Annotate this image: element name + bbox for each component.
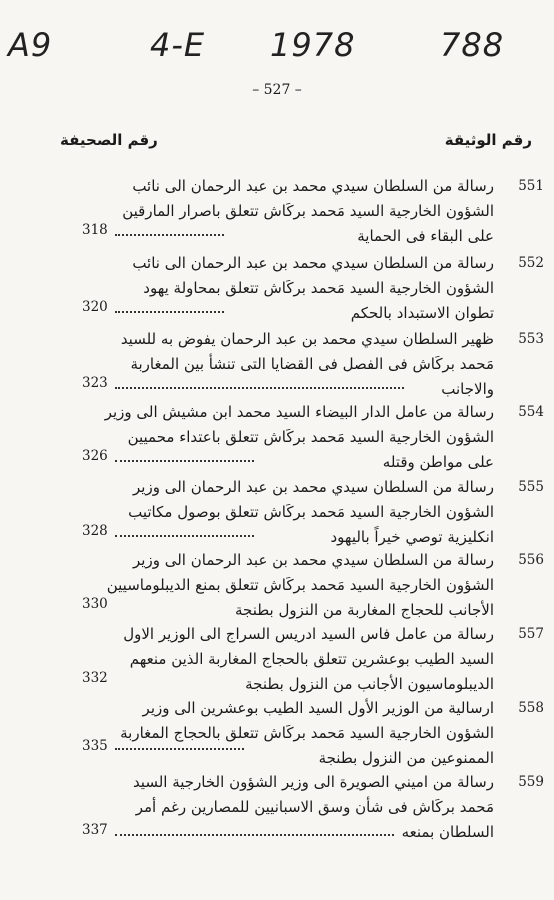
entry-line: رسالة من اميني الصويرة الى وزير الشؤون الخارجية السيد [132, 773, 494, 791]
entry-line: رسالة من عامل الدار البيضاء السيد محمد ابن مشيش الى وزير [104, 403, 494, 421]
column-header-document-number: رقم الوثيقة [444, 131, 532, 149]
document-number: 557 [518, 626, 544, 642]
page-reference: 330 [82, 596, 108, 612]
entry-line: الشؤون الخارجية السيد مَحمد بركَاش تتعلق بمنع الديبلوماسيين [106, 576, 494, 594]
entry-line: مَحمد بركَاش فى الفصل فى القضايا التى تنشأ بين المغاربة [130, 355, 494, 373]
document-number: 551 [518, 178, 544, 194]
entry-line: رسالة من عامل فاس السيد ادريس السراج الى الوزير الاول [123, 625, 494, 643]
handwritten-annotation-1: A9 [8, 26, 53, 64]
entry-line: رسالة من السلطان سيدي محمد بن عبد الرحمان الى نائب [132, 177, 494, 195]
page-reference: 318 [82, 222, 108, 238]
entry-description [90, 622, 494, 697]
page-reference: 323 [82, 375, 108, 391]
dot-leader [115, 311, 224, 313]
column-header-page-number: رقم الصحيفة [60, 131, 158, 149]
entry-line: الشؤون الخارجية السيد مَحمد بركَاش تتعلق بالحجاج المغاربة [120, 724, 494, 742]
document-number: 554 [518, 404, 544, 420]
dot-leader [115, 535, 254, 537]
entry-line: الشؤون الخارجية السيد مَحمد بركَاش تتعلق باعتداء محميين [127, 428, 494, 446]
entry-line: رسالة من السلطان سيدي محمد بن عبد الرحمان الى نائب [132, 254, 494, 272]
dot-leader [115, 460, 254, 462]
dot-leader [115, 387, 404, 389]
page-reference: 326 [82, 448, 108, 464]
document-number: 556 [518, 552, 544, 568]
entry-description [90, 475, 494, 550]
entry-description [90, 174, 494, 249]
document-number: 552 [518, 255, 544, 271]
entry-line: السيد الطيب بوعشرين تتعلق بالحجاج المغاربة الذين منعهم [129, 650, 494, 668]
entry-line: الشؤون الخارجية السيد مَحمد بركَاش تتعلق بوصول مكاتيب [128, 503, 494, 521]
document-number: 553 [518, 331, 544, 347]
handwritten-annotation-4: 788 [440, 26, 505, 64]
dot-leader [115, 748, 244, 750]
document-number: 555 [518, 479, 544, 495]
document-number: 558 [518, 700, 544, 716]
entry-line: الشؤون الخارجية السيد مَحمد بركَاش تتعلق باصرار المارقين [122, 202, 494, 220]
dot-leader [115, 834, 394, 836]
entry-line: ارسالية من الوزير الأول السيد الطيب بوعشرين الى وزير [142, 699, 494, 717]
dot-leader [115, 234, 224, 236]
entry-line: رسالة من السلطان سيدي محمد بن عبد الرحمان الى وزير [133, 551, 494, 569]
entry-line: مَحمد بركَاش فى شأن وسق الاسبانيين للمصارين رغم أمر [135, 798, 494, 816]
entry-line: الشؤون الخارجية السيد مَحمد بركَاش تتعلق بمحاولة يهود [143, 279, 494, 297]
page-reference: 320 [82, 299, 108, 315]
entry-description [90, 400, 494, 475]
entry-line: انكليزية توصي خيراً باليهود [330, 528, 494, 546]
handwritten-annotation-2: 4-E [150, 26, 206, 64]
entry-line: والاجانب [441, 380, 494, 398]
entry-line: السلطان بمنعه [401, 823, 494, 841]
entry-line: على مواطن وقتله [382, 453, 494, 471]
entry-description [90, 327, 494, 402]
page-reference: 337 [82, 822, 108, 838]
page-reference: 332 [82, 670, 108, 686]
entry-line: الممنوعين من النزول بطنجة [318, 749, 494, 767]
entry-description [90, 548, 494, 623]
entry-line: ظهير السلطان سيدي محمد بن عبد الرحمان يفوض به للسيد [120, 330, 494, 348]
entry-line: الأجانب للحجاج المغاربة من النزول بطنجة [234, 601, 494, 619]
entry-line: على البقاء فى الحماية [357, 227, 494, 245]
entry-line: رسالة من السلطان سيدي محمد بن عبد الرحمان الى وزير [133, 478, 494, 496]
entry-line: تطوان الاستبداد بالحكم [350, 304, 494, 322]
page-reference: 335 [82, 738, 108, 754]
document-number: 559 [518, 774, 544, 790]
entry-line: الديبلوماسيون الأجانب من النزول بطنجة [245, 675, 494, 693]
page-number: – 527 – [252, 82, 302, 98]
entry-description [90, 696, 494, 771]
page-reference: 328 [82, 523, 108, 539]
handwritten-annotation-3: 1978 [270, 26, 356, 64]
entry-description [90, 251, 494, 326]
